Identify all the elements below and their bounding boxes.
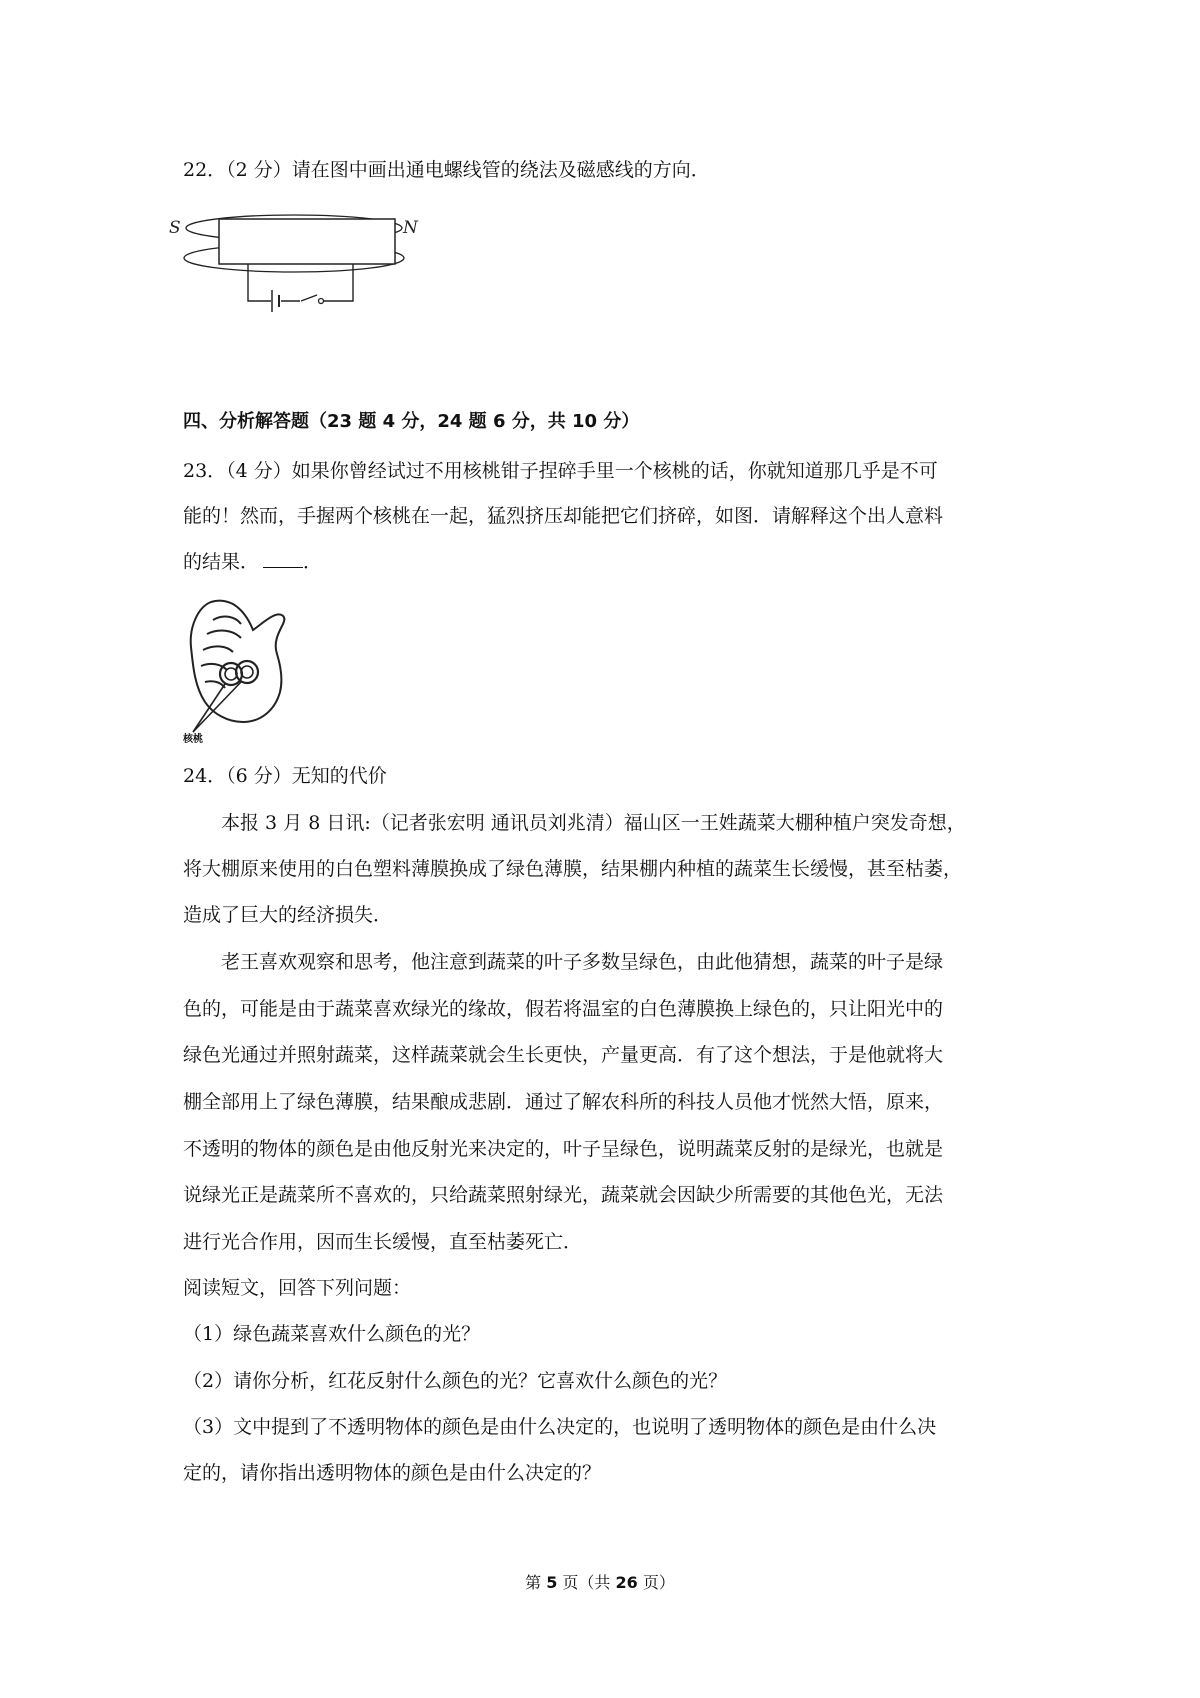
- q24-p2-line2: 色的，可能是由于蔬菜喜欢绿光的缘故，假若将温室的白色薄膜换上绿色的，只让阳光中的: [183, 998, 944, 1020]
- q24-p2-line4: 棚全部用上了绿色薄膜，结果酿成悲剧．通过了解农科所的科技人员他才恍然大悟，原来，: [183, 1091, 944, 1113]
- q24-p2-line7: 进行光合作用，因而生长缓慢，直至枯萎死亡．: [183, 1231, 583, 1253]
- q24-p2-line1: 老王喜欢观察和思考，他注意到蔬菜的叶子多数呈绿色，由此他猜想，蔬菜的叶子是绿: [221, 951, 944, 973]
- q24-p2-line6: 说绿光正是蔬菜所不喜欢的，只给蔬菜照射绿光，蔬菜就会因缺少所需要的其他色光，无法: [183, 1184, 944, 1206]
- q24-sub3-line1: （3）文中提到了不透明物体的颜色是由什么决定的，也说明了透明物体的颜色是由什么决: [183, 1416, 937, 1438]
- walnut-hand-figure: [183, 592, 293, 745]
- q23-line3-text: 的结果．: [183, 551, 260, 573]
- q22-text: 22．（2 分）请在图中画出通电螺线管的绕法及磁感线的方向．: [183, 159, 710, 181]
- q24-p1-line2: 将大棚原来使用的白色塑料薄膜换成了绿色薄膜，结果棚内种植的蔬菜生长缓慢，甚至枯萎，: [183, 858, 963, 880]
- hand-outline: [191, 601, 285, 722]
- answer-blank[interactable]: [263, 553, 303, 568]
- q23-line1: 23．（4 分）如果你曾经试过不用核桃钳子捏碎手里一个核桃的话，你就知道那几乎是不可: [183, 460, 938, 482]
- q23-line3-end: ．: [303, 551, 323, 573]
- q24-sub2: （2）请你分析，红花反射什么颜色的光？它喜欢什么颜色的光？: [183, 1370, 728, 1392]
- q24-sub1: （1）绿色蔬菜喜欢什么颜色的光？: [183, 1323, 481, 1345]
- q24-p1-line3: 造成了巨大的经济损失．: [183, 904, 393, 926]
- pole-label-n: N: [403, 218, 418, 238]
- solenoid-core: [219, 219, 395, 264]
- q23-line3: [183, 553, 322, 572]
- q24-prompt: 阅读短文，回答下列问题：: [183, 1277, 412, 1299]
- switch-contact: [319, 299, 324, 304]
- q24-p2-line5: 不透明的物体的颜色是由他反射光来决定的，叶子呈绿色，说明蔬菜反射的是绿光，也就是: [183, 1138, 944, 1160]
- q24-sub3-line2: 定的，请你指出透明物体的颜色是由什么决定的？: [183, 1462, 602, 1484]
- walnut-label: 核桃: [183, 734, 203, 745]
- q24-p1-line1: 本报 3 月 8 日讯:（记者张宏明 通讯员刘兆清）福山区一王姓蔬菜大棚种植户突发奇想，: [221, 812, 966, 834]
- page-number: 5: [546, 1573, 558, 1592]
- q24-p2-line3: 绿色光通过并照射蔬菜，这样蔬菜就会生长更快，产量更高．有了这个想法，于是他就将大: [183, 1044, 944, 1066]
- section4-heading: 四、分析解答题（23 题 4 分，24 题 6 分，共 10 分）: [183, 411, 640, 432]
- footer-prefix: 第: [525, 1573, 547, 1592]
- footer-middle: 页（共: [557, 1573, 616, 1592]
- footer-suffix: 页）: [637, 1573, 675, 1592]
- solenoid-figure: [169, 210, 423, 345]
- pole-label-s: S: [169, 218, 181, 238]
- page-total: 26: [615, 1573, 638, 1592]
- q23-line2: 能的！然而，手握两个核桃在一起，猛烈挤压却能把它们挤碎，如图．请解释这个出人意料: [183, 505, 944, 527]
- page-footer: [0, 1570, 1200, 1593]
- q24-title: 24．（6 分）无知的代价: [183, 765, 387, 787]
- walnut-2: [236, 661, 258, 683]
